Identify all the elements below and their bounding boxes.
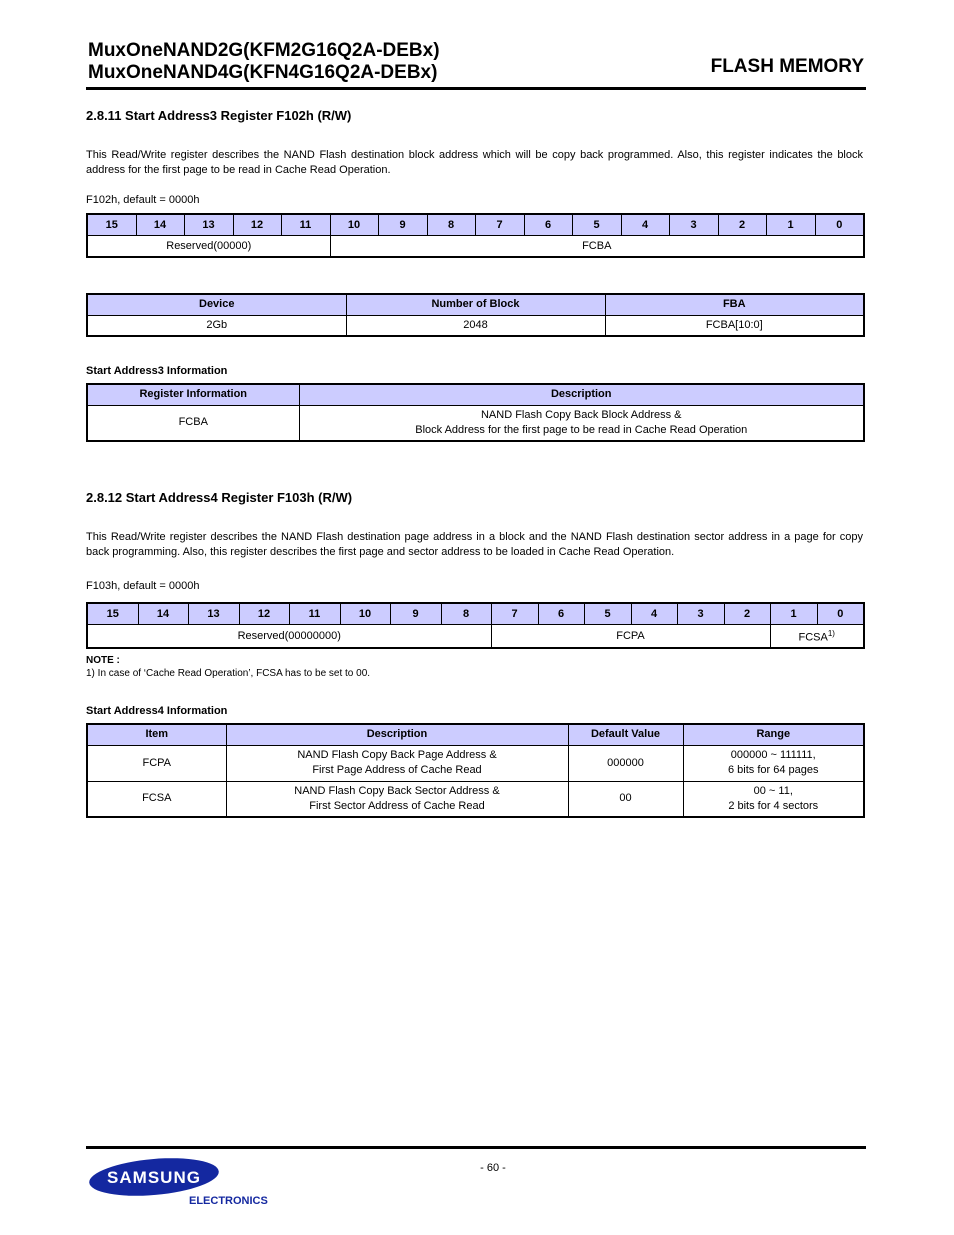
range-cell xyxy=(683,745,864,781)
note-text: 1) In case of ‘Cache Read Operation’, FCSA has to be set to 00. xyxy=(86,668,371,679)
block-count-header: Number of Block xyxy=(346,294,605,315)
bit-cell: 14 xyxy=(136,214,184,236)
bit-cell: 13 xyxy=(188,603,239,625)
bit-cell: 9 xyxy=(378,214,427,236)
info-caption-start-address3: Start Address3 Information xyxy=(86,365,228,377)
description-line: NAND Flash Copy Back Sector Address & xyxy=(294,784,500,797)
logo-subtext: ELECTRONICS xyxy=(189,1195,268,1207)
bit-cell: 1 xyxy=(770,603,817,625)
bit-number-row xyxy=(87,603,864,625)
bit-cell: 15 xyxy=(87,603,138,625)
section-paragraph-2-8-12: This Read/Write register describes the NAND Flash destination page address in a block and the NAND Flash destination sector address in a page for copy back programming. Also, this register describes the first page and sector address to be loaded in Cache Read Operation. xyxy=(86,531,863,558)
section-heading-2-8-11: 2.8.11 Start Address3 Register F102h (R/W) xyxy=(86,108,352,123)
bit-cell: 10 xyxy=(330,214,378,236)
description-line: First Sector Address of Cache Read xyxy=(309,799,485,812)
samsung-logo-icon xyxy=(88,1155,268,1210)
field-reserved: Reserved(00000) xyxy=(87,236,330,258)
register-info-header: Register Information xyxy=(87,384,299,405)
field-row xyxy=(87,236,864,258)
table-row xyxy=(87,781,864,817)
table-row xyxy=(87,745,864,781)
default-value-cell: 00 xyxy=(568,781,683,817)
bit-cell: 8 xyxy=(427,214,475,236)
bit-cell: 5 xyxy=(584,603,631,625)
bit-cell: 0 xyxy=(815,214,864,236)
field-fcsa xyxy=(770,625,864,649)
bit-cell: 8 xyxy=(441,603,491,625)
item-header: Item xyxy=(87,724,226,745)
bit-cell: 0 xyxy=(817,603,864,625)
register-default-f102h: F102h, default = 0000h xyxy=(86,194,200,206)
page-number: - 60 - xyxy=(480,1162,506,1174)
range-line: 00 ~ 11, xyxy=(753,784,793,797)
range-line: 6 bits for 64 pages xyxy=(727,764,819,776)
bit-cell: 12 xyxy=(239,603,289,625)
bit-cell: 3 xyxy=(669,214,718,236)
footer-rule xyxy=(86,1146,866,1149)
register-item-cell: FCBA xyxy=(87,405,299,441)
register-bit-table-f103h xyxy=(86,602,865,649)
device-cell: 2Gb xyxy=(87,315,346,336)
fcsa-label: FCSA xyxy=(798,631,828,644)
register-bit-table-f102h xyxy=(86,213,865,258)
bit-cell: 10 xyxy=(340,603,390,625)
table-row xyxy=(87,315,864,336)
fba-cell: FCBA[10:0] xyxy=(605,315,864,336)
description-header: Description xyxy=(299,384,864,405)
bit-cell: 5 xyxy=(572,214,621,236)
default-value-cell: 000000 xyxy=(568,745,683,781)
bit-cell: 7 xyxy=(491,603,538,625)
field-row xyxy=(87,625,864,649)
bit-cell: 14 xyxy=(138,603,188,625)
range-line: 000000 ~ 111111, xyxy=(730,749,816,761)
bit-cell: 1 xyxy=(766,214,815,236)
fba-header: FBA xyxy=(605,294,864,315)
note-label: NOTE : xyxy=(86,655,120,666)
field-reserved: Reserved(00000000) xyxy=(87,625,491,649)
item-cell: FCSA xyxy=(87,781,226,817)
bit-cell: 2 xyxy=(718,214,766,236)
samsung-logo xyxy=(88,1155,268,1210)
default-value-header: Default Value xyxy=(568,724,683,745)
range-cell xyxy=(683,781,864,817)
section-heading-2-8-12: 2.8.12 Start Address4 Register F103h (R/W) xyxy=(86,490,353,505)
item-cell: FCPA xyxy=(87,745,226,781)
bit-cell: 4 xyxy=(621,214,669,236)
description-line: NAND Flash Copy Back Page Address & xyxy=(297,749,497,761)
bit-cell: 6 xyxy=(524,214,572,236)
section-paragraph-2-8-11: This Read/Write register describes the NAND Flash destination block address which will be copy back programmed. Also, this register indicates the block address for the first page to be read in Cache Read Operation. xyxy=(86,149,863,176)
device-header: Device xyxy=(87,294,346,315)
bit-cell: 13 xyxy=(184,214,233,236)
info-caption-start-address4: Start Address4 Information xyxy=(86,705,228,717)
description-line: Block Address for the first page to be read in Cache Read Operation xyxy=(415,423,748,436)
title-line-1: MuxOneNAND2G(KFM2G16Q2A-DEBx) xyxy=(88,40,440,61)
bit-cell: 15 xyxy=(87,214,136,236)
bit-cell: 12 xyxy=(233,214,281,236)
range-header: Range xyxy=(683,724,864,745)
bit-cell: 9 xyxy=(390,603,441,625)
bit-cell: 3 xyxy=(677,603,724,625)
description-cell xyxy=(226,745,568,781)
field-fcba: FCBA xyxy=(330,236,864,258)
bit-cell: 6 xyxy=(538,603,584,625)
register-default-f103h: F103h, default = 0000h xyxy=(86,580,200,592)
header-category: FLASH MEMORY xyxy=(710,56,864,77)
field-fcpa: FCPA xyxy=(491,625,770,649)
table-row xyxy=(87,405,864,441)
bit-cell: 7 xyxy=(475,214,524,236)
bit-cell: 11 xyxy=(289,603,340,625)
info-table-start-address3 xyxy=(86,383,865,442)
bit-cell: 4 xyxy=(631,603,677,625)
description-line: NAND Flash Copy Back Block Address & xyxy=(480,408,682,421)
bit-cell: 11 xyxy=(281,214,330,236)
fcsa-footnote-mark: 1) xyxy=(827,629,835,639)
info-table-start-address4 xyxy=(86,723,865,818)
description-cell xyxy=(299,405,864,441)
bit-number-row xyxy=(87,214,864,236)
bit-cell: 2 xyxy=(724,603,770,625)
header-rule xyxy=(86,87,866,90)
device-table xyxy=(86,293,865,337)
title-line-2: MuxOneNAND4G(KFN4G16Q2A-DEBx) xyxy=(88,62,438,83)
document-title xyxy=(88,40,440,84)
logo-wordmark: SAMSUNG xyxy=(107,1168,201,1187)
description-line: First Page Address of Cache Read xyxy=(312,764,482,776)
description-header: Description xyxy=(226,724,568,745)
block-count-cell: 2048 xyxy=(346,315,605,336)
range-line: 2 bits for 4 sectors xyxy=(728,799,819,812)
description-cell xyxy=(226,781,568,817)
